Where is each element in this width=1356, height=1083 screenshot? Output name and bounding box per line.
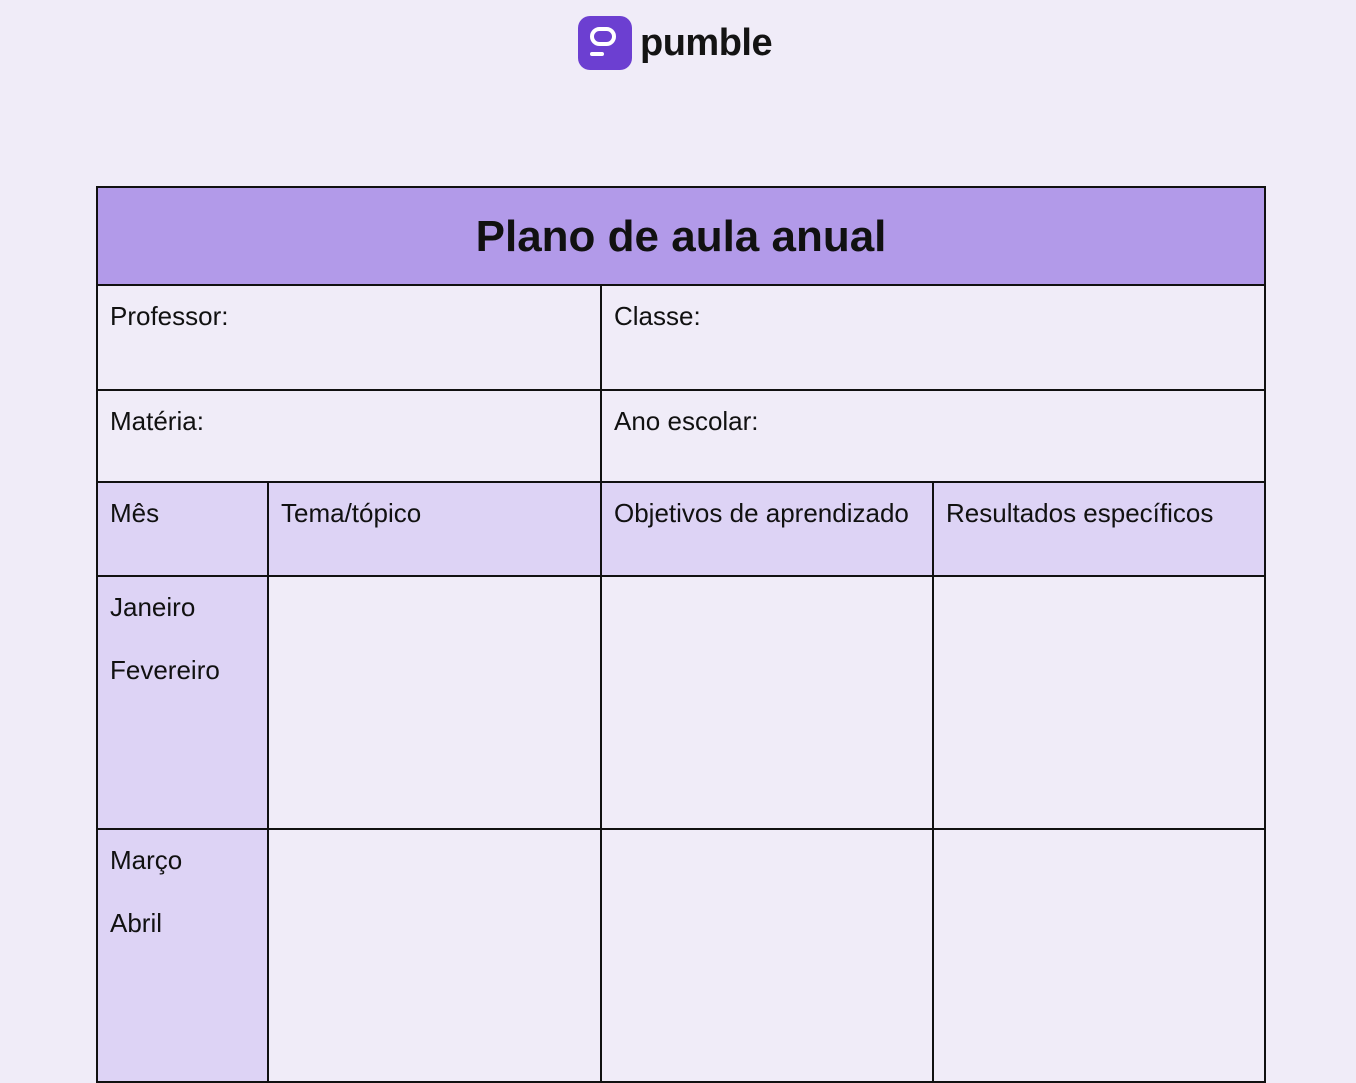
- topic-cell[interactable]: [268, 576, 601, 829]
- pumble-logo-icon: [578, 16, 632, 70]
- class-field[interactable]: Classe:: [601, 285, 1265, 390]
- month-label: Janeiro: [110, 592, 196, 622]
- teacher-field[interactable]: Professor:: [97, 285, 601, 390]
- month-label: Março: [110, 845, 183, 875]
- document-title: Plano de aula anual: [97, 187, 1265, 285]
- month-label: Abril: [110, 908, 163, 938]
- column-header-results: Resultados específicos: [933, 482, 1265, 576]
- results-cell[interactable]: [933, 576, 1265, 829]
- month-cell: [97, 829, 268, 1082]
- month-cell: [97, 576, 268, 829]
- topic-cell[interactable]: [268, 829, 601, 1082]
- school-year-field[interactable]: Ano escolar:: [601, 390, 1265, 482]
- table-row: [97, 576, 1265, 829]
- logo-text: pumble: [640, 22, 773, 64]
- lesson-plan-table: [96, 186, 1266, 1083]
- subject-field[interactable]: Matéria:: [97, 390, 601, 482]
- lesson-plan-document: [96, 186, 1264, 1083]
- column-header-topic: Tema/tópico: [268, 482, 601, 576]
- column-header-month: Mês: [97, 482, 268, 576]
- pumble-logo: [578, 16, 772, 70]
- objectives-cell[interactable]: [601, 829, 933, 1082]
- month-label: Fevereiro: [110, 655, 220, 685]
- table-row: [97, 829, 1265, 1082]
- objectives-cell[interactable]: [601, 576, 933, 829]
- column-header-objectives: Objetivos de aprendizado: [601, 482, 933, 576]
- results-cell[interactable]: [933, 829, 1265, 1082]
